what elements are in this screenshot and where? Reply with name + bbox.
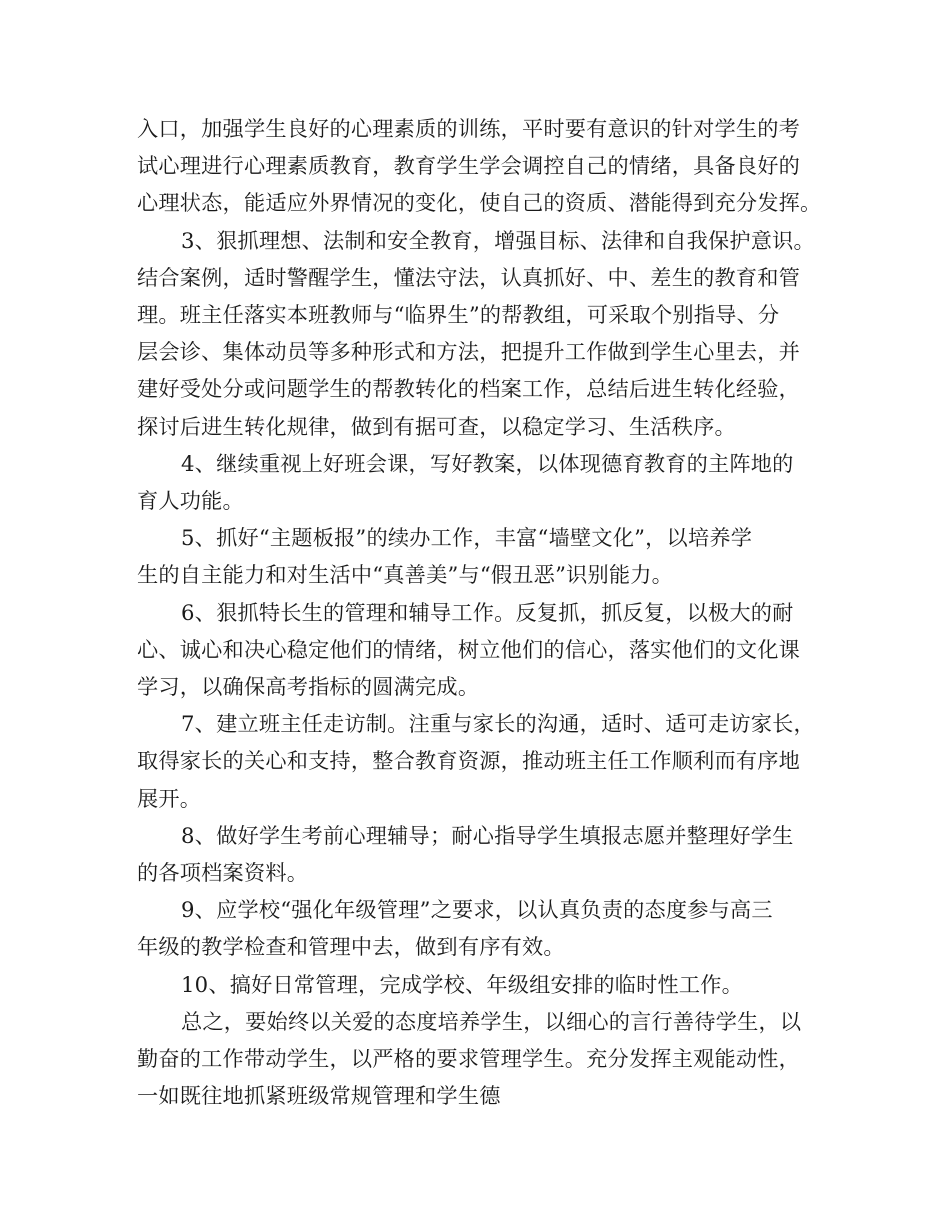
text-line: 年级的教学检查和管理中去，做到有序有效。 [137, 934, 565, 960]
text-line: 展开。 [137, 785, 202, 811]
text-line: 3、狠抓理想、法制和安全教育，增强目标、法律和自我保护意识。 [181, 227, 815, 253]
text-line: 探讨后进生转化规律，做到有据可查，以稳定学习、生活秩序。 [137, 413, 736, 439]
text-line: 10、搞好日常管理，完成学校、年级组安排的临时性工作。 [181, 971, 744, 997]
paragraph [137, 594, 827, 706]
paragraph [137, 817, 827, 891]
text-line: 生的自主能力和对生活中“真善美”与“假丑恶”识别能力。 [137, 562, 674, 588]
text-line: 建好受处分或问题学生的帮教转化的档案工作，总结后进生转化经验， [137, 376, 801, 402]
text-line: 的各项档案资料。 [137, 860, 309, 886]
text-line: 理。班主任落实本班教师与“临界生”的帮教组，可采取个别指导、分 [137, 302, 780, 328]
paragraph [137, 705, 827, 817]
text-line: 入口，加强学生良好的心理素质的训练，平时要有意识的针对学生的考 [137, 116, 801, 141]
text-line: 8、做好学生考前心理辅导；耐心指导学生填报志愿并整理好学生 [181, 822, 794, 848]
text-line: 心理状态，能适应外界情况的变化，使自己的资质、潜能得到充分发挥。 [137, 190, 822, 216]
text-line: 心、诚心和决心稳定他们的情绪，树立他们的信心，落实他们的文化课 [137, 636, 801, 662]
text-line: 育人功能。 [137, 488, 244, 514]
text-line: 总之，要始终以关爱的态度培养学生，以细心的言行善待学生，以 [181, 1008, 802, 1034]
text-line: 7、建立班主任走访制。注重与家长的沟通，适时、适可走访家长， [181, 711, 815, 737]
paragraph [137, 1003, 827, 1115]
document-body [137, 110, 827, 1114]
paragraph [137, 966, 827, 1003]
text-line: 取得家长的关心和支持，整合教育资源，推动班主任工作顺利而有序地 [137, 748, 801, 774]
text-line: 5、抓好“主题板报”的续办工作，丰富“墙壁文化”，以培养学 [181, 525, 753, 551]
text-line: 4、继续重视上好班会课，写好教案，以体现德育教育的主阵地的 [181, 450, 794, 476]
text-line: 结合案例，适时警醒学生，懂法守法，认真抓好、中、差生的教育和管 [137, 264, 801, 290]
paragraph [137, 519, 827, 593]
text-line: 6、狠抓特长生的管理和辅导工作。反复抓，抓反复，以极大的耐 [181, 599, 794, 625]
paragraph [137, 110, 827, 222]
text-line: 学习，以确保高考指标的圆满完成。 [137, 674, 480, 700]
paragraph [137, 222, 827, 445]
text-line: 一如既往地抓紧班级常规管理和学生德 [137, 1083, 501, 1109]
paragraph [137, 445, 827, 519]
text-line: 9、应学校“强化年级管理”之要求，以认真负责的态度参与高三 [181, 897, 773, 923]
text-line: 勤奋的工作带动学生，以严格的要求管理学生。充分发挥主观能动性， [137, 1046, 801, 1072]
paragraph [137, 891, 827, 965]
text-line: 层会诊、集体动员等多种形式和方法，把提升工作做到学生心里去，并 [137, 339, 801, 365]
text-line: 试心理进行心理素质教育，教育学生学会调控自己的情绪，具备良好的 [137, 153, 801, 179]
